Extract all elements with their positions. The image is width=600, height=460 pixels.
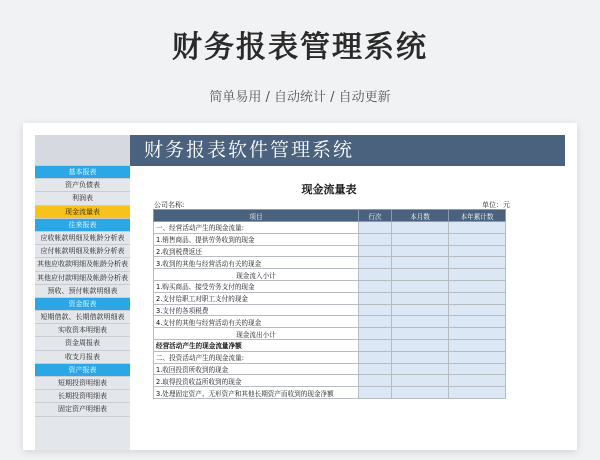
table-row: [154, 269, 506, 281]
table-row: [154, 316, 506, 328]
month-amount-cell[interactable]: [392, 387, 449, 399]
row-item-cell[interactable]: 1.销售商品、提供劳务收到的现金: [154, 233, 359, 245]
table-row: [154, 257, 506, 269]
sidebar-item[interactable]: 预收、预付帐款明细表: [35, 285, 130, 298]
table-row: [154, 304, 506, 316]
month-amount-cell[interactable]: [392, 363, 449, 375]
line-no-cell[interactable]: [359, 280, 392, 292]
column-header-item: 项目: [154, 210, 359, 222]
table-row: [154, 339, 506, 351]
ytd-amount-cell[interactable]: [449, 269, 506, 281]
sidebar-item[interactable]: 实收资本明细表: [35, 324, 130, 337]
column-header-line: 行次: [359, 210, 392, 222]
table-row: [154, 351, 506, 363]
sidebar-section-header[interactable]: 基本报表: [35, 166, 130, 179]
row-item-cell[interactable]: 二、投资活动产生的现金流量:: [154, 351, 359, 363]
sidebar-section-header[interactable]: 资产报表: [35, 364, 130, 377]
ytd-amount-cell[interactable]: [449, 387, 506, 399]
month-amount-cell[interactable]: [392, 375, 449, 387]
sidebar-list: [35, 166, 130, 417]
sidebar-section-header[interactable]: 往来报表: [35, 219, 130, 232]
cash-flow-table: [153, 209, 506, 399]
ytd-amount-cell[interactable]: [449, 328, 506, 340]
sidebar-item[interactable]: 利润表: [35, 192, 130, 205]
sidebar-item[interactable]: 应付帐款明细及帐龄分析表: [35, 245, 130, 258]
sidebar-item[interactable]: 其他应收款明细及帐龄分析表: [35, 258, 130, 271]
table-row: [154, 387, 506, 399]
ytd-amount-cell[interactable]: [449, 363, 506, 375]
ytd-amount-cell[interactable]: [449, 257, 506, 269]
line-no-cell[interactable]: [359, 257, 392, 269]
table-row: [154, 233, 506, 245]
month-amount-cell[interactable]: [392, 233, 449, 245]
sidebar-item[interactable]: 资金周报表: [35, 337, 130, 350]
line-no-cell[interactable]: [359, 387, 392, 399]
ytd-amount-cell[interactable]: [449, 292, 506, 304]
row-item-cell[interactable]: 一、经营活动产生的现金流量:: [154, 222, 359, 234]
line-no-cell[interactable]: [359, 304, 392, 316]
app-banner: 财务报表软件管理系统: [130, 135, 565, 166]
row-item-cell[interactable]: 现金流入小计: [154, 269, 359, 281]
company-name-label: 公司名称:: [154, 201, 185, 209]
ytd-amount-cell[interactable]: [449, 375, 506, 387]
sidebar-item[interactable]: 短期借款、长期借款明细表: [35, 311, 130, 324]
table-row: [154, 375, 506, 387]
ytd-amount-cell[interactable]: [449, 233, 506, 245]
ytd-amount-cell[interactable]: [449, 316, 506, 328]
row-item-cell[interactable]: 现金流出小计: [154, 328, 359, 340]
sidebar-item[interactable]: 资产负债表: [35, 179, 130, 192]
row-item-cell[interactable]: 经营活动产生的现金流量净额: [154, 339, 359, 351]
month-amount-cell[interactable]: [392, 245, 449, 257]
promo-subtitle: 简单易用 / 自动统计 / 自动更新: [209, 90, 391, 105]
row-item-cell[interactable]: 2.取得投资收益所收到的现金: [154, 375, 359, 387]
row-item-cell[interactable]: 3.支付的各项税费: [154, 304, 359, 316]
ytd-amount-cell[interactable]: [449, 304, 506, 316]
month-amount-cell[interactable]: [392, 304, 449, 316]
sidebar: [35, 135, 130, 450]
column-header-ytd: 本年累计数: [449, 210, 506, 222]
table-body: [154, 222, 506, 399]
row-item-cell[interactable]: 2.收到税费返还: [154, 245, 359, 257]
sidebar-item[interactable]: 固定资产明细表: [35, 403, 130, 416]
column-header-month: 本月数: [392, 210, 449, 222]
ytd-amount-cell[interactable]: [449, 245, 506, 257]
row-item-cell[interactable]: 3.收到的其他与经营活动有关的现金: [154, 257, 359, 269]
line-no-cell[interactable]: [359, 351, 392, 363]
row-item-cell[interactable]: 4.支付的其他与经营活动有关的现金: [154, 316, 359, 328]
month-amount-cell[interactable]: [392, 316, 449, 328]
line-no-cell[interactable]: [359, 339, 392, 351]
table-row: [154, 245, 506, 257]
sidebar-item[interactable]: 长期投资明细表: [35, 390, 130, 403]
table-row: [154, 363, 506, 375]
table-row: [154, 328, 506, 340]
ytd-amount-cell[interactable]: [449, 339, 506, 351]
ytd-amount-cell[interactable]: [449, 351, 506, 363]
promo-title: 财务报表管理系统: [172, 30, 428, 65]
ytd-amount-cell[interactable]: [449, 280, 506, 292]
line-no-cell[interactable]: [359, 245, 392, 257]
sidebar-item[interactable]: 收支月报表: [35, 351, 130, 364]
ytd-amount-cell[interactable]: [449, 222, 506, 234]
line-no-cell[interactable]: [359, 375, 392, 387]
month-amount-cell[interactable]: [392, 269, 449, 281]
month-amount-cell[interactable]: [392, 222, 449, 234]
sidebar-section-header[interactable]: 资金报表: [35, 298, 130, 311]
sidebar-item[interactable]: 应收帐款明细及帐龄分析表: [35, 232, 130, 245]
row-item-cell[interactable]: 1.收回投资所收到的现金: [154, 363, 359, 375]
table-row: [154, 292, 506, 304]
sidebar-header: [35, 135, 130, 166]
table-row: [154, 222, 506, 234]
month-amount-cell[interactable]: [392, 328, 449, 340]
sidebar-item[interactable]: 其他应付款明细及帐龄分析表: [35, 272, 130, 285]
month-amount-cell[interactable]: [392, 280, 449, 292]
row-item-cell[interactable]: 3.处理固定资产、无形资产和其他长期资产而收到的现金净额: [154, 387, 359, 399]
line-no-cell[interactable]: [359, 222, 392, 234]
row-item-cell[interactable]: 1.购买商品、接受劳务支付的现金: [154, 280, 359, 292]
month-amount-cell[interactable]: [392, 339, 449, 351]
line-no-cell[interactable]: [359, 292, 392, 304]
line-no-cell[interactable]: [359, 363, 392, 375]
month-amount-cell[interactable]: [392, 351, 449, 363]
line-no-cell[interactable]: [359, 233, 392, 245]
month-amount-cell[interactable]: [392, 292, 449, 304]
report-title: 现金流量表: [301, 183, 357, 196]
sidebar-item[interactable]: 短期投资明细表: [35, 377, 130, 390]
line-no-cell[interactable]: [359, 328, 392, 340]
month-amount-cell[interactable]: [392, 257, 449, 269]
line-no-cell[interactable]: [359, 316, 392, 328]
spreadsheet-window: [23, 123, 577, 450]
unit-label: 单位：元: [482, 201, 510, 209]
sidebar-item[interactable]: 现金流量表: [35, 206, 130, 219]
line-no-cell[interactable]: [359, 269, 392, 281]
table-row: [154, 280, 506, 292]
row-item-cell[interactable]: 2.支付给职工对职工支付的现金: [154, 292, 359, 304]
table-header-row: [154, 210, 506, 222]
